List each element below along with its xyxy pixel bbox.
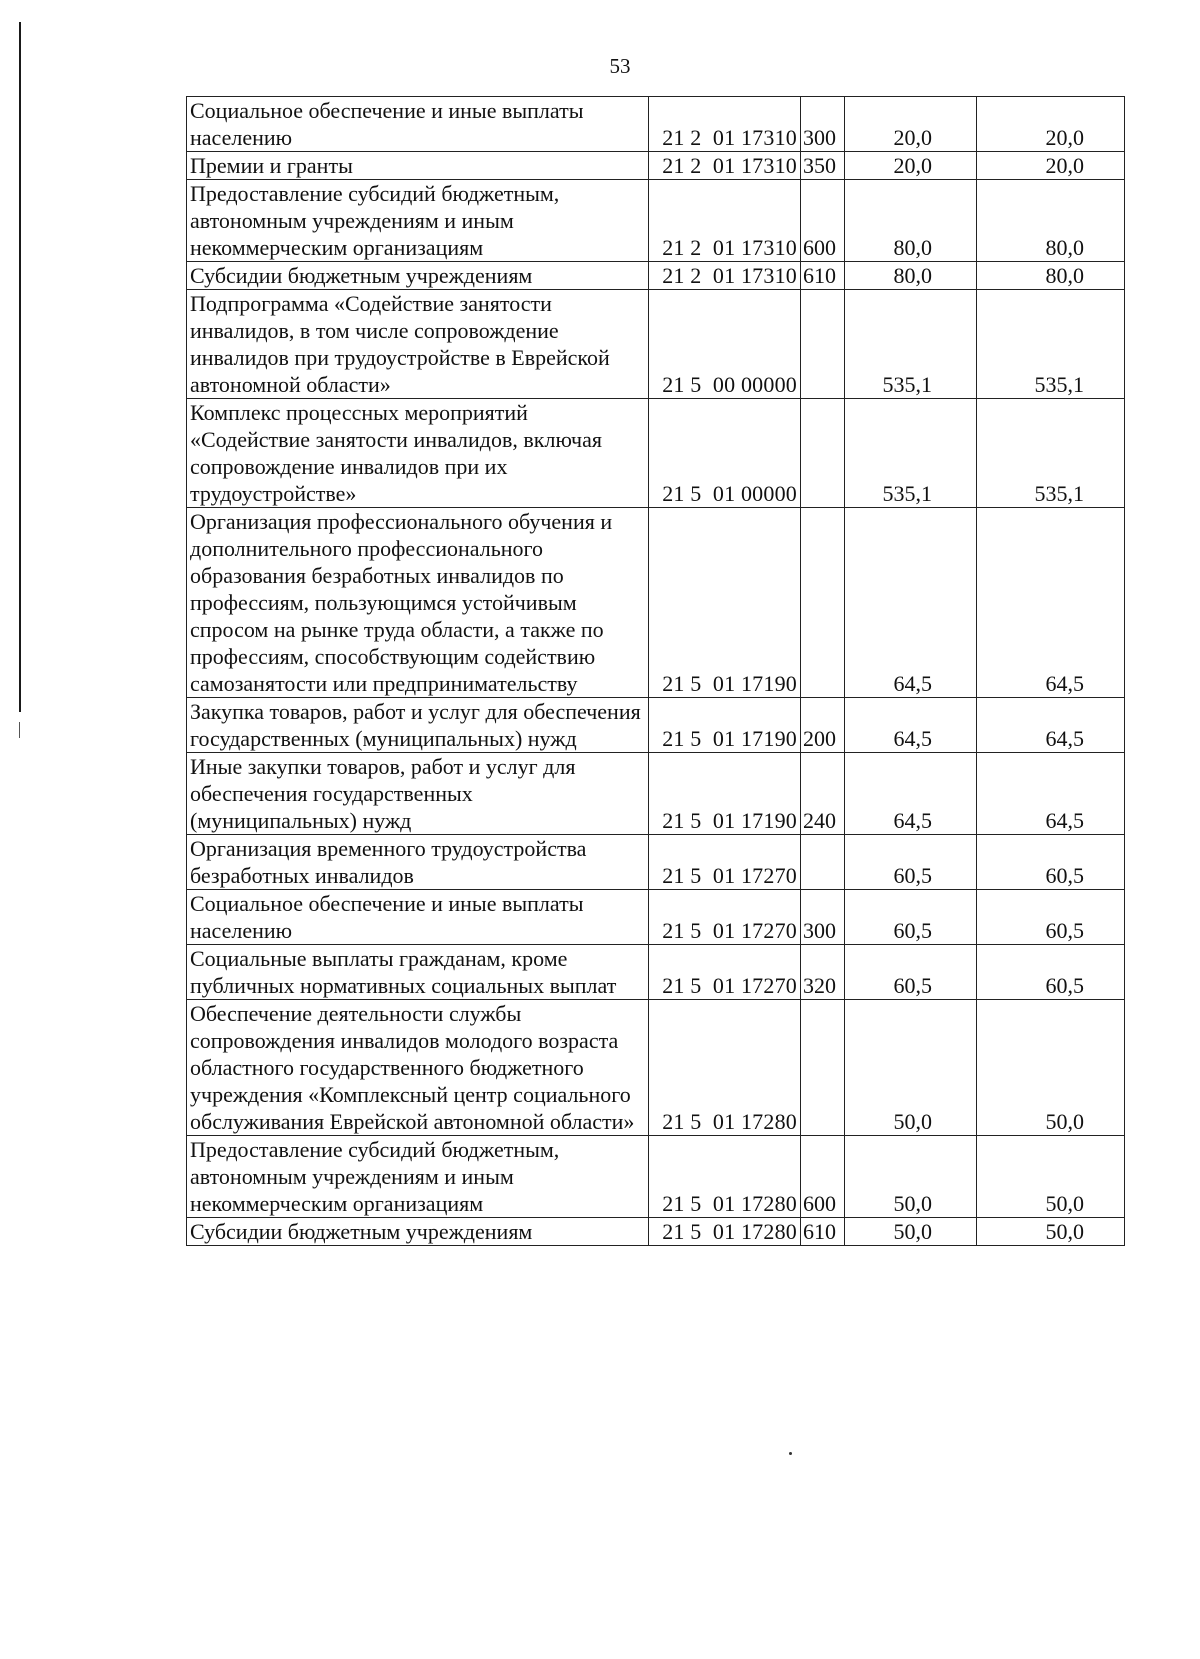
row-target-code: 21 2 01 17310: [649, 152, 801, 180]
row-description: Премии и гранты: [187, 152, 649, 180]
row-target-code: 21 5 01 17280: [649, 1218, 801, 1246]
table-row: [187, 945, 1125, 1000]
row-expense-type: 320: [801, 945, 845, 1000]
row-amount-year-1: 64,5: [845, 753, 977, 835]
row-amount-year-2: 50,0: [977, 1000, 1125, 1136]
row-expense-type: [801, 835, 845, 890]
row-description: Предоставление субсидий бюджетным, автономным учреждениям и иным некоммерческим организациям: [187, 1136, 649, 1218]
row-amount-year-1: 50,0: [845, 1000, 977, 1136]
row-description: Иные закупки товаров, работ и услуг для обеспечения государственных (муниципальных) нужд: [187, 753, 649, 835]
row-expense-type: 350: [801, 152, 845, 180]
row-target-code: 21 5 01 17270: [649, 945, 801, 1000]
budget-table-body: [187, 97, 1125, 1246]
row-expense-type: 300: [801, 890, 845, 945]
table-row: [187, 262, 1125, 290]
row-expense-type: [801, 1000, 845, 1136]
row-description: Закупка товаров, работ и услуг для обеспечения государственных (муниципальных) нужд: [187, 698, 649, 753]
row-amount-year-1: 50,0: [845, 1218, 977, 1246]
row-amount-year-1: 60,5: [845, 835, 977, 890]
page-number: 53: [609, 54, 631, 78]
row-target-code: 21 5 01 17190: [649, 753, 801, 835]
table-row: [187, 835, 1125, 890]
row-target-code: 21 5 01 17190: [649, 508, 801, 698]
row-target-code: 21 5 01 17270: [649, 890, 801, 945]
row-expense-type: 200: [801, 698, 845, 753]
row-expense-type: 240: [801, 753, 845, 835]
table-row: [187, 698, 1125, 753]
row-target-code: 21 5 01 17280: [649, 1136, 801, 1218]
row-amount-year-1: 20,0: [845, 97, 977, 152]
row-amount-year-1: 64,5: [845, 698, 977, 753]
row-amount-year-2: 535,1: [977, 399, 1125, 508]
row-expense-type: 300: [801, 97, 845, 152]
row-description: Социальное обеспечение и иные выплаты населению: [187, 97, 649, 152]
row-target-code: 21 5 01 00000: [649, 399, 801, 508]
row-amount-year-1: 535,1: [845, 290, 977, 399]
row-amount-year-2: 535,1: [977, 290, 1125, 399]
row-expense-type: 610: [801, 1218, 845, 1246]
row-target-code: 21 5 01 17270: [649, 835, 801, 890]
table-row: [187, 97, 1125, 152]
row-description: Обеспечение деятельности службы сопровождения инвалидов молодого возраста областного государственного бюджетного учреждения «Комплексный центр социального обслуживания Еврейской автономной области»: [187, 1000, 649, 1136]
row-description: Субсидии бюджетным учреждениям: [187, 262, 649, 290]
row-amount-year-1: 20,0: [845, 152, 977, 180]
row-description: Предоставление субсидий бюджетным, автономным учреждениям и иным некоммерческим организациям: [187, 180, 649, 262]
table-row: [187, 290, 1125, 399]
row-amount-year-1: 60,5: [845, 945, 977, 1000]
row-description: Организация временного трудоустройства безработных инвалидов: [187, 835, 649, 890]
table-row: [187, 1000, 1125, 1136]
row-amount-year-1: 535,1: [845, 399, 977, 508]
row-amount-year-2: 20,0: [977, 97, 1125, 152]
row-expense-type: 610: [801, 262, 845, 290]
row-amount-year-2: 60,5: [977, 890, 1125, 945]
table-row: [187, 1218, 1125, 1246]
table-row: [187, 890, 1125, 945]
row-description: Подпрограмма «Содействие занятости инвалидов, в том числе сопровождение инвалидов при трудоустройстве в Еврейской автономной области»: [187, 290, 649, 399]
row-amount-year-2: 50,0: [977, 1218, 1125, 1246]
row-amount-year-2: 64,5: [977, 753, 1125, 835]
row-expense-type: [801, 399, 845, 508]
row-amount-year-2: 80,0: [977, 262, 1125, 290]
row-amount-year-1: 60,5: [845, 890, 977, 945]
row-target-code: 21 2 01 17310: [649, 262, 801, 290]
table-row: [187, 753, 1125, 835]
row-amount-year-2: 60,5: [977, 835, 1125, 890]
row-amount-year-2: 20,0: [977, 152, 1125, 180]
row-amount-year-1: 64,5: [845, 508, 977, 698]
row-amount-year-2: 80,0: [977, 180, 1125, 262]
row-description: Комплекс процессных мероприятий «Содействие занятости инвалидов, включая сопровождение инвалидов при их трудоустройстве»: [187, 399, 649, 508]
row-amount-year-1: 80,0: [845, 262, 977, 290]
row-description: Социальное обеспечение и иные выплаты населению: [187, 890, 649, 945]
row-expense-type: 600: [801, 1136, 845, 1218]
row-amount-year-2: 64,5: [977, 508, 1125, 698]
scan-speck: [789, 1452, 792, 1455]
row-amount-year-1: 50,0: [845, 1136, 977, 1218]
row-description: Социальные выплаты гражданам, кроме публичных нормативных социальных выплат: [187, 945, 649, 1000]
row-amount-year-2: 64,5: [977, 698, 1125, 753]
row-amount-year-1: 80,0: [845, 180, 977, 262]
table-row: [187, 180, 1125, 262]
row-expense-type: 600: [801, 180, 845, 262]
row-amount-year-2: 60,5: [977, 945, 1125, 1000]
row-description: Субсидии бюджетным учреждениям: [187, 1218, 649, 1246]
binding-margin-tick: [19, 722, 20, 738]
row-expense-type: [801, 508, 845, 698]
row-expense-type: [801, 290, 845, 399]
table-row: [187, 152, 1125, 180]
row-target-code: 21 5 01 17280: [649, 1000, 801, 1136]
table-row: [187, 1136, 1125, 1218]
row-target-code: 21 5 01 17190: [649, 698, 801, 753]
table-row: [187, 508, 1125, 698]
table-row: [187, 399, 1125, 508]
row-target-code: 21 2 01 17310: [649, 97, 801, 152]
row-description: Организация профессионального обучения и дополнительного профессионального образования безработных инвалидов по профессиям, пользующимся устойчивым спросом на рынке труда области, а также по профессиям, способствующим содействию самозанятости или предпринимательству: [187, 508, 649, 698]
row-target-code: 21 2 01 17310: [649, 180, 801, 262]
row-target-code: 21 5 00 00000: [649, 290, 801, 399]
budget-table: [186, 96, 1125, 1246]
row-amount-year-2: 50,0: [977, 1136, 1125, 1218]
binding-margin-line: [19, 22, 21, 712]
